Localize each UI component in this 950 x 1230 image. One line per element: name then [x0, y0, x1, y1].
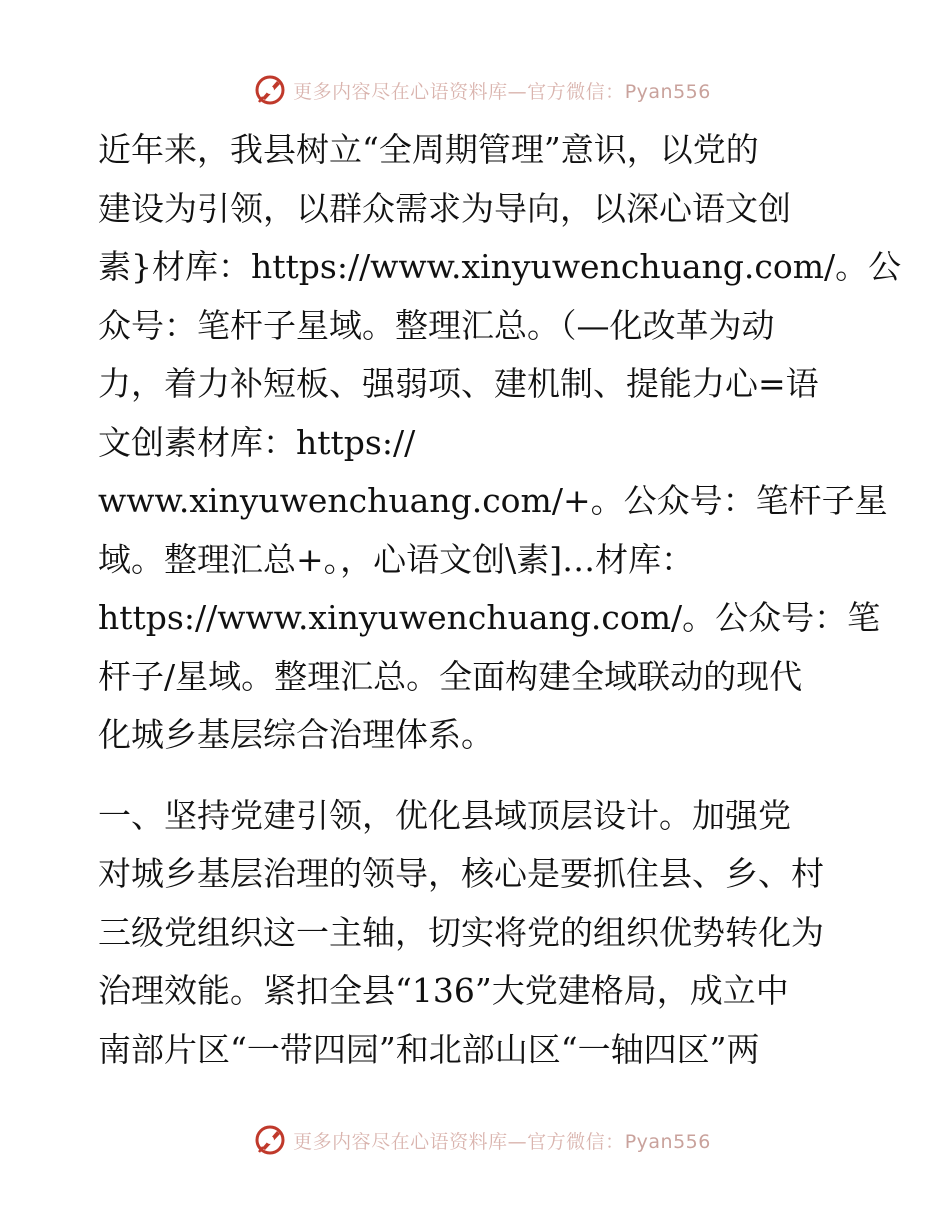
- text-line: 众号：笔杆子星域。整理汇总。（—化改革为动: [98, 305, 775, 345]
- text-line: 治理效能。紧扣全县“136”大党建格局，成立中: [98, 971, 789, 1010]
- quill-logo-icon: [253, 73, 287, 107]
- text-line: 近年来，我县树立“全周期管理”意识，以党的: [98, 130, 759, 169]
- header-wechat-label: 官方微信：: [527, 80, 625, 103]
- text-line: 杆子/星域。整理汇总。全面构建全域联动的现代: [98, 656, 803, 696]
- header-wechat-id: Pyan556: [624, 80, 711, 103]
- header-banner-inner: [253, 73, 711, 107]
- header-separator: —: [507, 80, 528, 103]
- text-line: 对城乡基层治理的领导，核心是要抓住县、乡、村: [98, 854, 824, 893]
- text-line: 南部片区“一带四园”和北部山区“一轴四区”两: [98, 1029, 760, 1069]
- footer-separator: —: [507, 1130, 528, 1153]
- text-line: 三级党组织这一主轴，切实将党的组织优势转化为: [98, 912, 824, 952]
- header-banner-text: [293, 77, 711, 104]
- footer-banner: [0, 1120, 950, 1160]
- text-line: 化城乡基层综合治理体系。: [98, 715, 494, 754]
- footer-brand-text: 更多内容尽在心语资料库: [293, 1130, 508, 1153]
- text-line: 力，着力补短板、强弱项、建机制、提能力心=语: [98, 364, 819, 403]
- paragraph-1: [98, 121, 902, 765]
- footer-banner-inner: [253, 1123, 711, 1157]
- text-line: https://www.xinyuwenchuang.com/。公众号：笔: [98, 598, 881, 637]
- footer-banner-text: [293, 1127, 711, 1154]
- text-line: 一、坚持党建引领，优化县域顶层设计。加强党: [98, 795, 791, 835]
- quill-logo-icon: [253, 1123, 287, 1157]
- paragraph-2: [98, 787, 858, 1080]
- header-brand-text: 更多内容尽在心语资料库: [293, 80, 508, 103]
- text-line: 素}材库：https://www.xinyuwenchuang.com/。公: [98, 247, 902, 286]
- text-line: 建设为引领，以群众需求为导向，以深心语文创: [98, 188, 791, 228]
- text-line: 域。整理汇总+。，心语文创\素]…材库：: [98, 539, 695, 579]
- header-banner: [0, 70, 950, 110]
- footer-wechat-label: 官方微信：: [527, 1130, 625, 1153]
- footer-wechat-id: Pyan556: [624, 1130, 711, 1153]
- document-body: [98, 121, 902, 1079]
- text-line: www.xinyuwenchuang.com/+。公众号：笔杆子星: [98, 481, 888, 520]
- text-line: 文创素材库：https://: [98, 422, 416, 462]
